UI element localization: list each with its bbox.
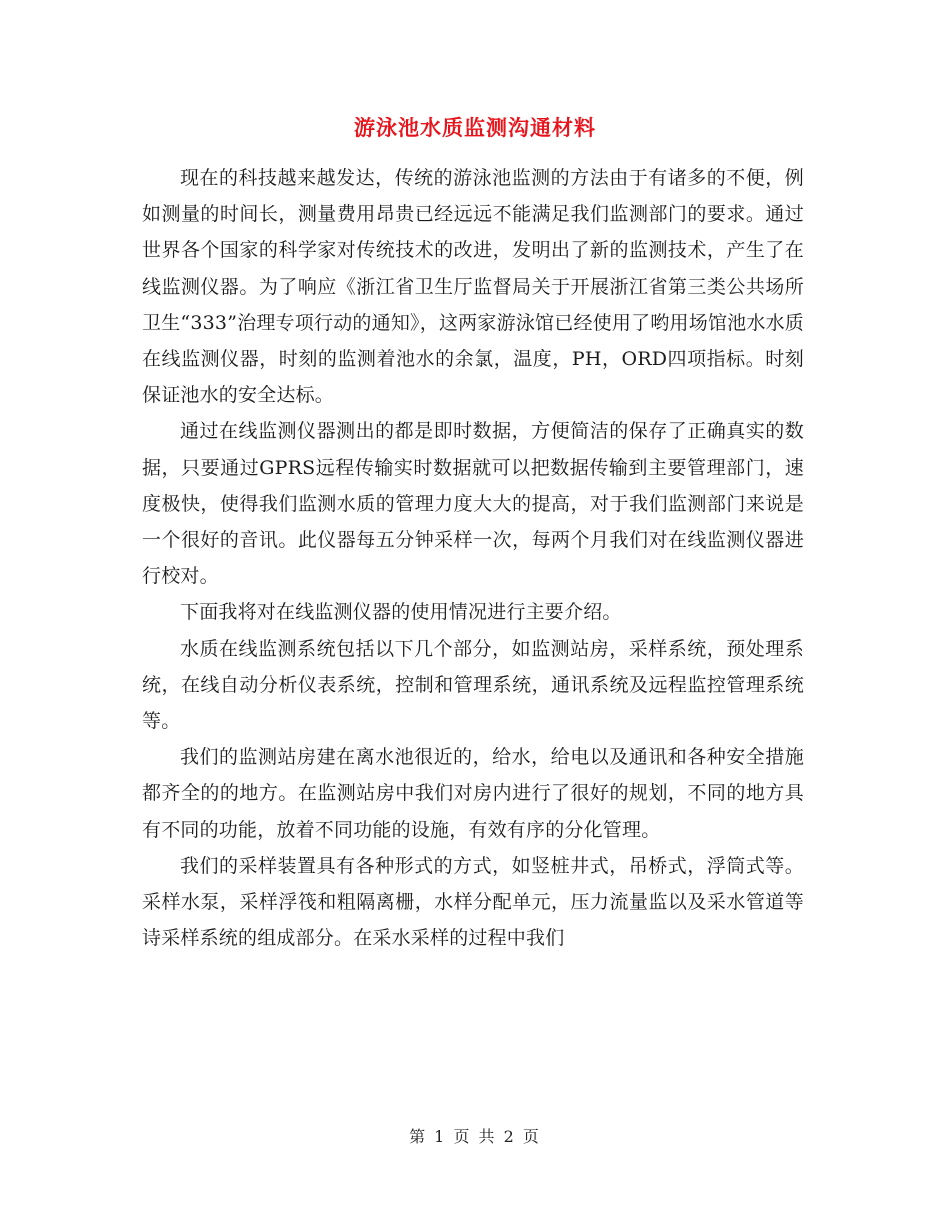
- document-body: [142, 160, 804, 956]
- paragraph-2: 通过在线监测仪器测出的都是即时数据，方便简洁的保存了正确真实的数据，只要通过GPRS远程传输实时数据就可以把数据传输到主要管理部门，速度极快，使得我们监测水质的管理力度大大的提高，对于我们监测部门来说是一个很好的音讯。此仪器每五分钟采样一次，每两个月我们对在线监测仪器进行校对。: [142, 420, 804, 588]
- document-title: 游泳池水质监测沟通材料: [354, 115, 596, 140]
- paragraph-5: 我们的监测站房建在离水池很近的，给水，给电以及通讯和各种安全措施都齐全的的地方。在监测站房中我们对房内进行了很好的规划，不同的地方具有不同的功能，放着不同功能的设施，有效有序的分化管理。: [142, 746, 804, 841]
- page-number-footer: 第 1 页 共 2 页: [409, 1127, 541, 1146]
- paragraph-3: 下面我将对在线监测仪器的使用情况进行主要介绍。: [180, 601, 622, 624]
- paragraph-1: 现在的科技越来越发达，传统的游泳池监测的方法由于有诸多的不便，例如测量的时间长，测量费用昂贵已经远远不能满足我们监测部门的要求。通过世界各个国家的科学家对传统技术的改进，发明出了新的监测技术，产生了在线监测仪器。为了响应《浙江省卫生厅监督局关于开展浙江省第三类公共场所卫生“333”治理专项行动的通知》，这两家游泳馆已经使用了哟用场馆池水水质在线监测仪器，时刻的监测着池水的余氯，温度，PH，ORD四项指标。时刻保证池水的安全达标。: [142, 167, 804, 407]
- paragraph-6: 我们的采样装置具有各种形式的方式，如竖桩井式，吊桥式，浮筒式等。采样水泵，采样浮筏和粗隔离栅，水样分配单元，压力流量监以及采水管道等诗采样系统的组成部分。在采水采样的过程中我们: [142, 854, 804, 950]
- paragraph-4: 水质在线监测系统包括以下几个部分，如监测站房，采样系统，预处理系统，在线自动分析仪表系统，控制和管理系统，通讯系统及远程监控管理系统等。: [142, 637, 804, 733]
